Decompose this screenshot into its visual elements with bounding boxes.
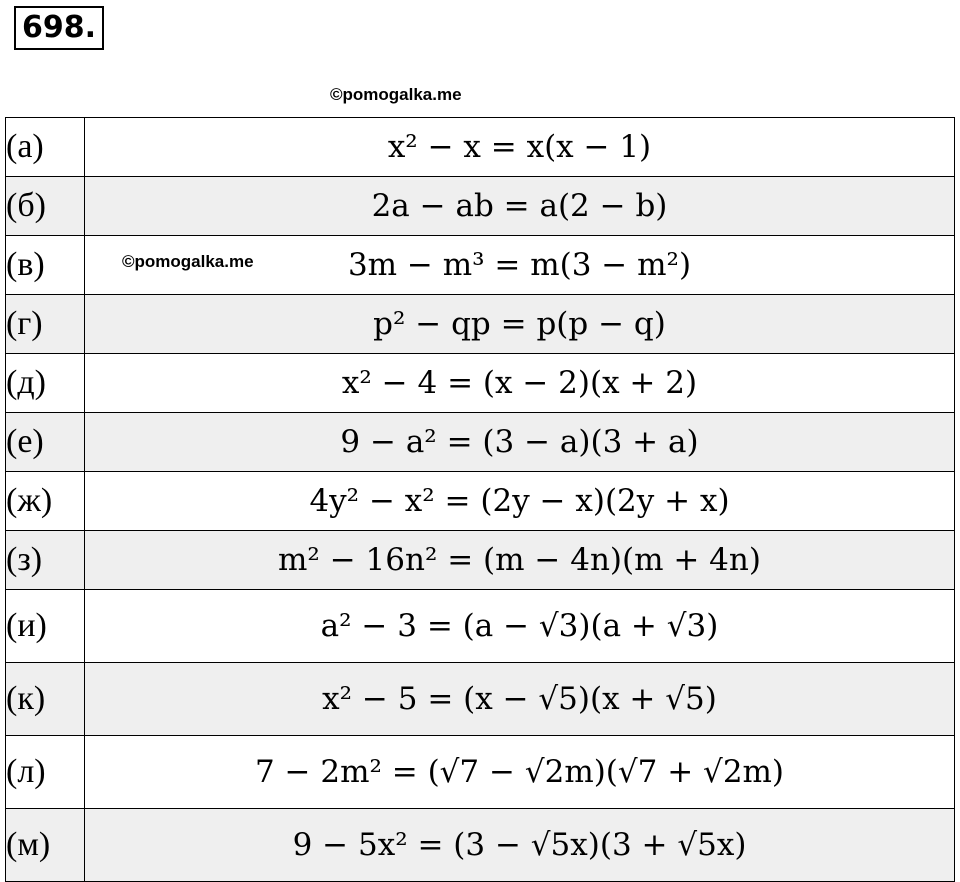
table-row bbox=[6, 354, 955, 413]
row-label: (б) bbox=[6, 177, 85, 236]
table-row bbox=[6, 590, 955, 663]
row-formula: x² − 5 = (x − √5)(x + √5) bbox=[85, 663, 955, 736]
table-row bbox=[6, 736, 955, 809]
row-label: (г) bbox=[6, 295, 85, 354]
row-label: (д) bbox=[6, 354, 85, 413]
table-row bbox=[6, 295, 955, 354]
table-row bbox=[6, 531, 955, 590]
row-formula: x² − x = x(x − 1) bbox=[85, 118, 955, 177]
row-formula: m² − 16n² = (m − 4n)(m + 4n) bbox=[85, 531, 955, 590]
watermark: ©pomogalka.me bbox=[330, 85, 462, 104]
row-formula: p² − qp = p(p − q) bbox=[85, 295, 955, 354]
row-label: (з) bbox=[6, 531, 85, 590]
row-label: (м) bbox=[6, 809, 85, 882]
row-formula: 7 − 2m² = (√7 − √2m)(√7 + √2m) bbox=[85, 736, 955, 809]
table-row bbox=[6, 809, 955, 882]
row-formula: x² − 4 = (x − 2)(x + 2) bbox=[85, 354, 955, 413]
table-row bbox=[6, 413, 955, 472]
row-formula: 9 − 5x² = (3 − √5x)(3 + √5x) bbox=[85, 809, 955, 882]
row-label: (а) bbox=[6, 118, 85, 177]
table-row bbox=[6, 118, 955, 177]
row-formula: a² − 3 = (a − √3)(a + √3) bbox=[85, 590, 955, 663]
table-row bbox=[6, 472, 955, 531]
table-row bbox=[6, 663, 955, 736]
row-label: (ж) bbox=[6, 472, 85, 531]
watermark: ©pomogalka.me bbox=[122, 252, 254, 271]
row-label: (и) bbox=[6, 590, 85, 663]
table-row bbox=[6, 177, 955, 236]
row-label: (в) bbox=[6, 236, 85, 295]
row-label: (к) bbox=[6, 663, 85, 736]
row-label: (л) bbox=[6, 736, 85, 809]
row-formula: 9 − a² = (3 − a)(3 + a) bbox=[85, 413, 955, 472]
row-formula: 4y² − x² = (2y − x)(2y + x) bbox=[85, 472, 955, 531]
row-label: (е) bbox=[6, 413, 85, 472]
row-formula: 3m − m³ = m(3 − m²) bbox=[85, 236, 955, 295]
answers-table bbox=[5, 117, 955, 882]
row-formula: 2a − ab = a(2 − b) bbox=[85, 177, 955, 236]
problem-number: 698. bbox=[14, 6, 104, 50]
